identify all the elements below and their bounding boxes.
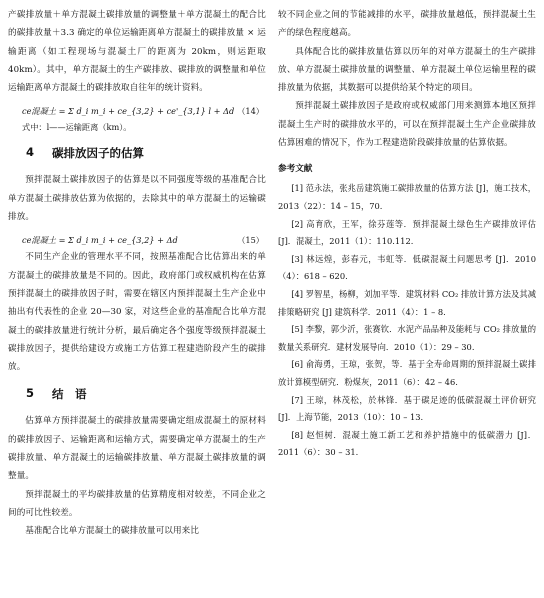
paragraph: 具体配合比的碳排放量估算以历年的对单方混凝土的生产碳排放、单方混凝土碳排放量的调整量、单方混凝土单位运输里程的碳排放量为依据，其数据可以提供给某个特定的项目。 <box>278 46 536 94</box>
formula-number: （15） <box>237 235 264 246</box>
section-title: 结 语 <box>52 387 87 402</box>
paragraph: 预拌混凝土碳排放因子是政府或权威部门用来测算本地区预拌混凝土生产时的碳排放水平的，可以在预拌混凝土生产企业碳排放估算困难的情况下，作为工程建造阶段碳排放量的估算依据。 <box>278 101 536 149</box>
reference-item: [1] 范永法，张兆岳建筑施工碳排放量的估算方法 [J]，施工技术，2013（22）：14 – 15，70. <box>278 183 536 211</box>
paragraph: 预拌混凝土的平均碳排放量的估算精度相对较差，不同企业之间的可比性较差。 <box>8 489 266 518</box>
reference-item: [4] 罗智星，杨柳，刘加平等．建筑材料 CO₂ 排放计算方法及其减排策略研究 [J] 建筑科学．2011（4）：1 – 8. <box>278 288 536 317</box>
reference-item: [8] 赵恒树．混凝土施工新工艺和养护措施中的低碳潜力 [J]．2011（6）：30 – 31. <box>278 429 536 458</box>
right-column <box>278 6 536 462</box>
paragraph: 基准配合比单方混凝土的碳排放量可以用来比 <box>25 526 200 537</box>
paragraph: 预拌混凝土碳排放因子的估算是以不同强度等级的基准配合比单方混凝土碳排放估算为依据的，去除其中的单方混凝土的运输碳排放。 <box>8 175 266 223</box>
paragraph: 不同生产企业的管理水平不同，按照基准配合比估算出来的单方混凝土的碳排放量是不同的。因此，政府部门或权威机构在估算预拌混凝土的碳排放因子时，需要在辖区内预拌混凝土生产企业中抽出有代表性的企业 20—30 家，对这些企业的基准配合比单方混凝土的碳排放量进行统计分析，最后确定各个强度等级预拌混凝土碳排放因子，提供给建设方或施工方估算工程建造阶段产生的碳排放。 <box>8 252 266 373</box>
formula-expression: ce混凝土 = Σ d_i m_i + ce_{3,2} + ce'_{3,1} l + Δd <box>22 106 235 117</box>
reference-item: [2] 高育欣，王军，徐芬莲等．预拌混凝土绿色生产碳排放评估 [J]．混凝土，2011（1）：110.112. <box>278 218 536 247</box>
references-heading: 参考文献 <box>278 164 313 175</box>
section-title: 碳排放因子的估算 <box>52 146 145 161</box>
section-number: 5 <box>26 386 35 401</box>
formula-15 <box>8 232 266 248</box>
reference-item: [6] 俞海勇，王琼，张贺，等．基于全寿命周期的预拌混凝土碳排放计算模型研究．粉煤灰，2011（6）：42 – 46. <box>278 359 536 387</box>
formula-where: 式中：l——运输距离（km）。 <box>22 122 132 133</box>
reference-item: [7] 王琼，林茂松，於林锋．基于碳足迹的低碳混凝土评价研究 [J]．上海节能，2013（10）：10 – 13. <box>278 394 536 423</box>
section-heading-4 <box>8 145 266 161</box>
reference-item: [5] 李黎，郭少沂，张赛钦．水泥产品品种及能耗与 CO₂ 排放量的数量关系研究．建材发展导向．2010（1）：29 – 30. <box>278 324 536 352</box>
formula-number: （14） <box>237 106 264 117</box>
paragraph: 较不同企业之间的节能减排的水平，碳排放量越低，预拌混凝土生产的绿色程度越高。 <box>278 10 536 39</box>
formula-expression: ce混凝土 = Σ d_i m_i + ce_{3,2} + Δd <box>22 235 178 246</box>
section-number: 4 <box>26 145 35 160</box>
paragraph: 估算单方预拌混凝土的碳排放量需要确定组成混凝土的原材料的碳排放因子、运输距离和运输方式，需要确定单方混凝土的生产碳排放量、单方混凝土的运输碳排放量、单方混凝土碳排放量的调整量。 <box>8 416 266 482</box>
section-heading-5 <box>8 386 266 402</box>
reference-item: [3] 林远煌，彭春元，韦虹等．低碳混凝土问题思考 [J]．2010（4）：618 – 620. <box>278 253 536 282</box>
formula-14 <box>8 103 266 119</box>
paragraph: 产碳排放量＋单方混凝土碳排放量的调整量＋单方混凝土的配合比的碳排放量＋3.3 确定的单位运输距离单方混凝土的碳排放量 × 运输距离（如工程现场与混凝土厂的距离为 20km，则运距取 40km）。其中，单方混凝土的生产碳排放、碳排放的调整量和单位运输距离单方混凝土的碳排放取自往年的统计资料。 <box>8 10 266 94</box>
left-column <box>8 6 266 541</box>
